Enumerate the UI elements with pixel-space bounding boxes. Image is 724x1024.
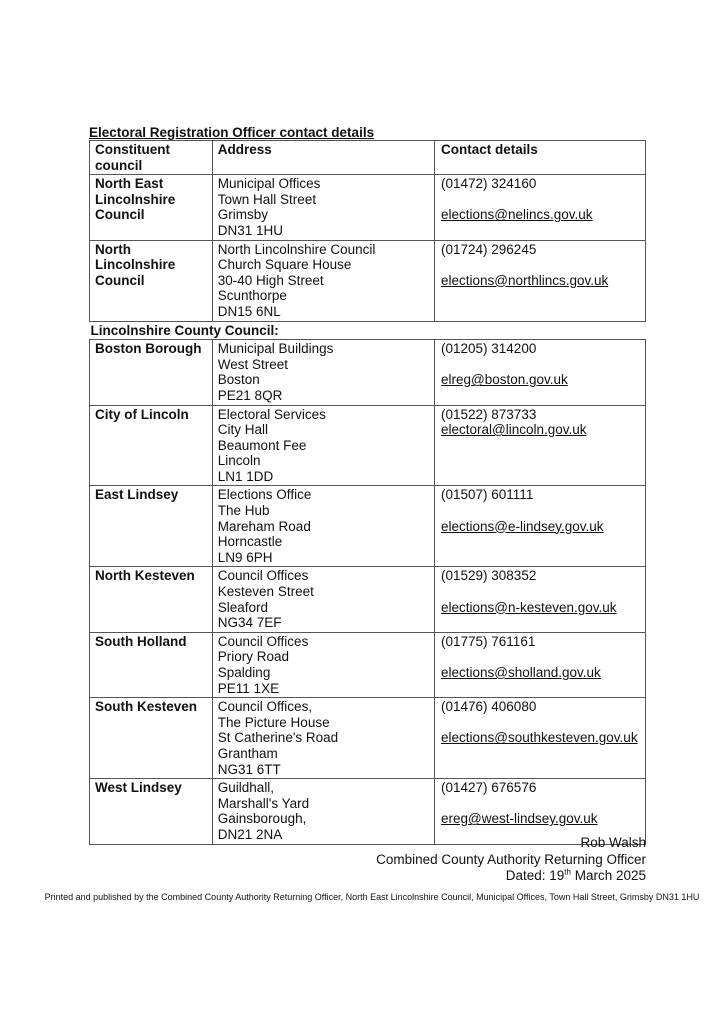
address-line: Marshall's Yard: [217, 795, 310, 811]
date-prefix: Dated: 19: [505, 868, 565, 883]
address-line: Council Offices,: [217, 699, 313, 715]
address-line: NG34 7EF: [217, 615, 282, 631]
email-link[interactable]: elections@southkesteven.gov.uk: [441, 730, 638, 746]
council-name-cell: East Lindsey: [90, 486, 213, 567]
table-row: [90, 567, 646, 632]
signatory-role: Combined County Authority Returning Officer: [376, 851, 646, 867]
header-contact-details: Contact details: [435, 141, 646, 175]
date-suffix: March 2025: [570, 868, 646, 883]
address-line: Guildhall,: [217, 780, 275, 796]
address-line: Beaumont Fee: [217, 437, 307, 453]
address-cell: [212, 698, 434, 779]
address-line: Gainsborough,: [217, 811, 307, 827]
email-link[interactable]: ereg@west-lindsey.gov.uk: [441, 811, 598, 827]
signature-block: [376, 835, 646, 885]
phone-number: (01775) 761161: [441, 633, 536, 649]
date-ordinal: th: [564, 867, 571, 877]
address-line: Spalding: [217, 665, 271, 680]
email-link[interactable]: elections@northlincs.gov.uk: [441, 272, 609, 288]
table-row: [90, 340, 646, 405]
council-name-cell: Boston Borough: [90, 340, 213, 405]
signature-date: [376, 868, 646, 885]
section-label: Lincolnshire County Council:: [90, 321, 646, 340]
address-line: Boston: [217, 372, 260, 388]
contact-cell: [435, 698, 646, 779]
contact-cell: [435, 632, 646, 697]
phone-number: (01724) 296245: [441, 241, 537, 257]
address-line: NG31 6TT: [217, 761, 281, 777]
table-row: [90, 486, 646, 567]
council-name-cell: North Kesteven: [90, 567, 213, 632]
contact-cell: [435, 405, 646, 486]
header-address: Address: [212, 141, 434, 175]
address-line: Municipal Buildings: [217, 341, 334, 357]
address-line: Town Hall Street: [217, 191, 317, 207]
address-line: Scunthorpe: [217, 288, 287, 304]
council-name-cell: South Holland: [90, 632, 213, 697]
spacer: [441, 257, 641, 273]
address-cell: [212, 405, 434, 486]
email-link[interactable]: elections@sholland.gov.uk: [441, 665, 601, 680]
email-link[interactable]: elreg@boston.gov.uk: [441, 372, 568, 388]
address-line: Sleaford: [217, 599, 269, 615]
address-line: Kesteven Street: [217, 584, 314, 600]
address-line: Mareham Road: [217, 518, 311, 534]
council-name-cell: South Kesteven: [90, 698, 213, 779]
email-link[interactable]: elections@nelincs.gov.uk: [441, 207, 593, 223]
contacts-table: [89, 140, 646, 845]
address-line: North Lincolnshire Council: [217, 241, 376, 257]
address-line: Priory Road: [217, 649, 290, 665]
table-row: [90, 240, 646, 321]
document-heading: Electoral Registration Officer contact details: [89, 125, 375, 140]
table-row: [90, 632, 646, 697]
address-line: PE21 8QR: [217, 387, 283, 403]
address-line: The Hub: [217, 503, 270, 519]
phone-number: (01529) 308352: [441, 568, 537, 584]
contact-cell: [435, 340, 646, 405]
header-constituent-council: Constituent council: [90, 141, 213, 175]
address-line: Council Offices: [217, 568, 309, 584]
address-line: Horncastle: [217, 534, 283, 550]
spacer: [441, 357, 641, 373]
address-cell: [212, 175, 434, 240]
address-line: DN15 6NL: [217, 303, 281, 319]
address-line: DN31 1HU: [217, 222, 284, 238]
address-line: PE11 1XE: [217, 680, 280, 696]
address-cell: [212, 486, 434, 567]
address-line: DN21 2NA: [217, 826, 283, 842]
phone-number: (01507) 601111: [441, 487, 534, 503]
address-line: Grantham: [217, 745, 278, 761]
address-cell: [212, 632, 434, 697]
email-link[interactable]: elections@n-kesteven.gov.uk: [441, 599, 617, 615]
contact-cell: [435, 175, 646, 240]
phone-number: (01476) 406080: [441, 699, 537, 715]
table-row: [90, 175, 646, 240]
phone-number: (01427) 676576: [441, 780, 537, 796]
address-cell: [212, 240, 434, 321]
address-line: Council Offices: [217, 633, 309, 649]
address-line: City Hall: [217, 422, 269, 438]
spacer: [441, 649, 641, 665]
section-row: [90, 321, 646, 340]
address-line: Electoral Services: [217, 406, 326, 422]
address-line: LN9 6PH: [217, 549, 273, 565]
address-line: Municipal Offices: [217, 176, 321, 192]
spacer: [441, 584, 641, 600]
contact-cell: [435, 567, 646, 632]
address-line: LN1 1DD: [217, 468, 274, 484]
spacer: [441, 715, 641, 731]
address-line: Lincoln: [217, 453, 261, 469]
table-row: [90, 405, 646, 486]
council-name-cell: North Lincolnshire Council: [90, 240, 213, 321]
council-name-cell: West Lindsey: [90, 779, 213, 844]
phone-number: (01522) 873733: [441, 406, 537, 422]
table-header-row: [90, 141, 646, 175]
phone-number: (01205) 314200: [441, 341, 537, 357]
contact-cell: [435, 486, 646, 567]
address-line: The Picture House: [217, 714, 330, 730]
address-line: Church Square House: [217, 257, 352, 273]
address-line: West Street: [217, 356, 289, 372]
address-cell: [212, 567, 434, 632]
address-cell: [212, 340, 434, 405]
imprint-footer: Printed and published by the Combined County Authority Returning Officer, North East Lincolnshire Council, Municipal Offices, Town Hall Street, Grimsby DN31 1HU: [44, 892, 700, 902]
address-line: 30-40 High Street: [217, 272, 324, 288]
council-name-cell: City of Lincoln: [90, 405, 213, 486]
address-line: Elections Office: [217, 487, 312, 503]
table-row: [90, 698, 646, 779]
council-name-cell: North East Lincolnshire Council: [90, 175, 213, 240]
spacer: [441, 192, 641, 208]
email-link[interactable]: elections@e-lindsey.gov.uk: [441, 518, 604, 534]
spacer: [441, 503, 641, 519]
signatory-name: Rob Walsh: [580, 835, 646, 850]
phone-number: (01472) 324160: [441, 176, 537, 192]
address-line: St Catherine's Road: [217, 730, 339, 746]
contact-cell: [435, 240, 646, 321]
spacer: [441, 796, 641, 812]
email-link[interactable]: electoral@lincoln.gov.uk: [441, 422, 587, 438]
address-line: Grimsby: [217, 207, 269, 223]
